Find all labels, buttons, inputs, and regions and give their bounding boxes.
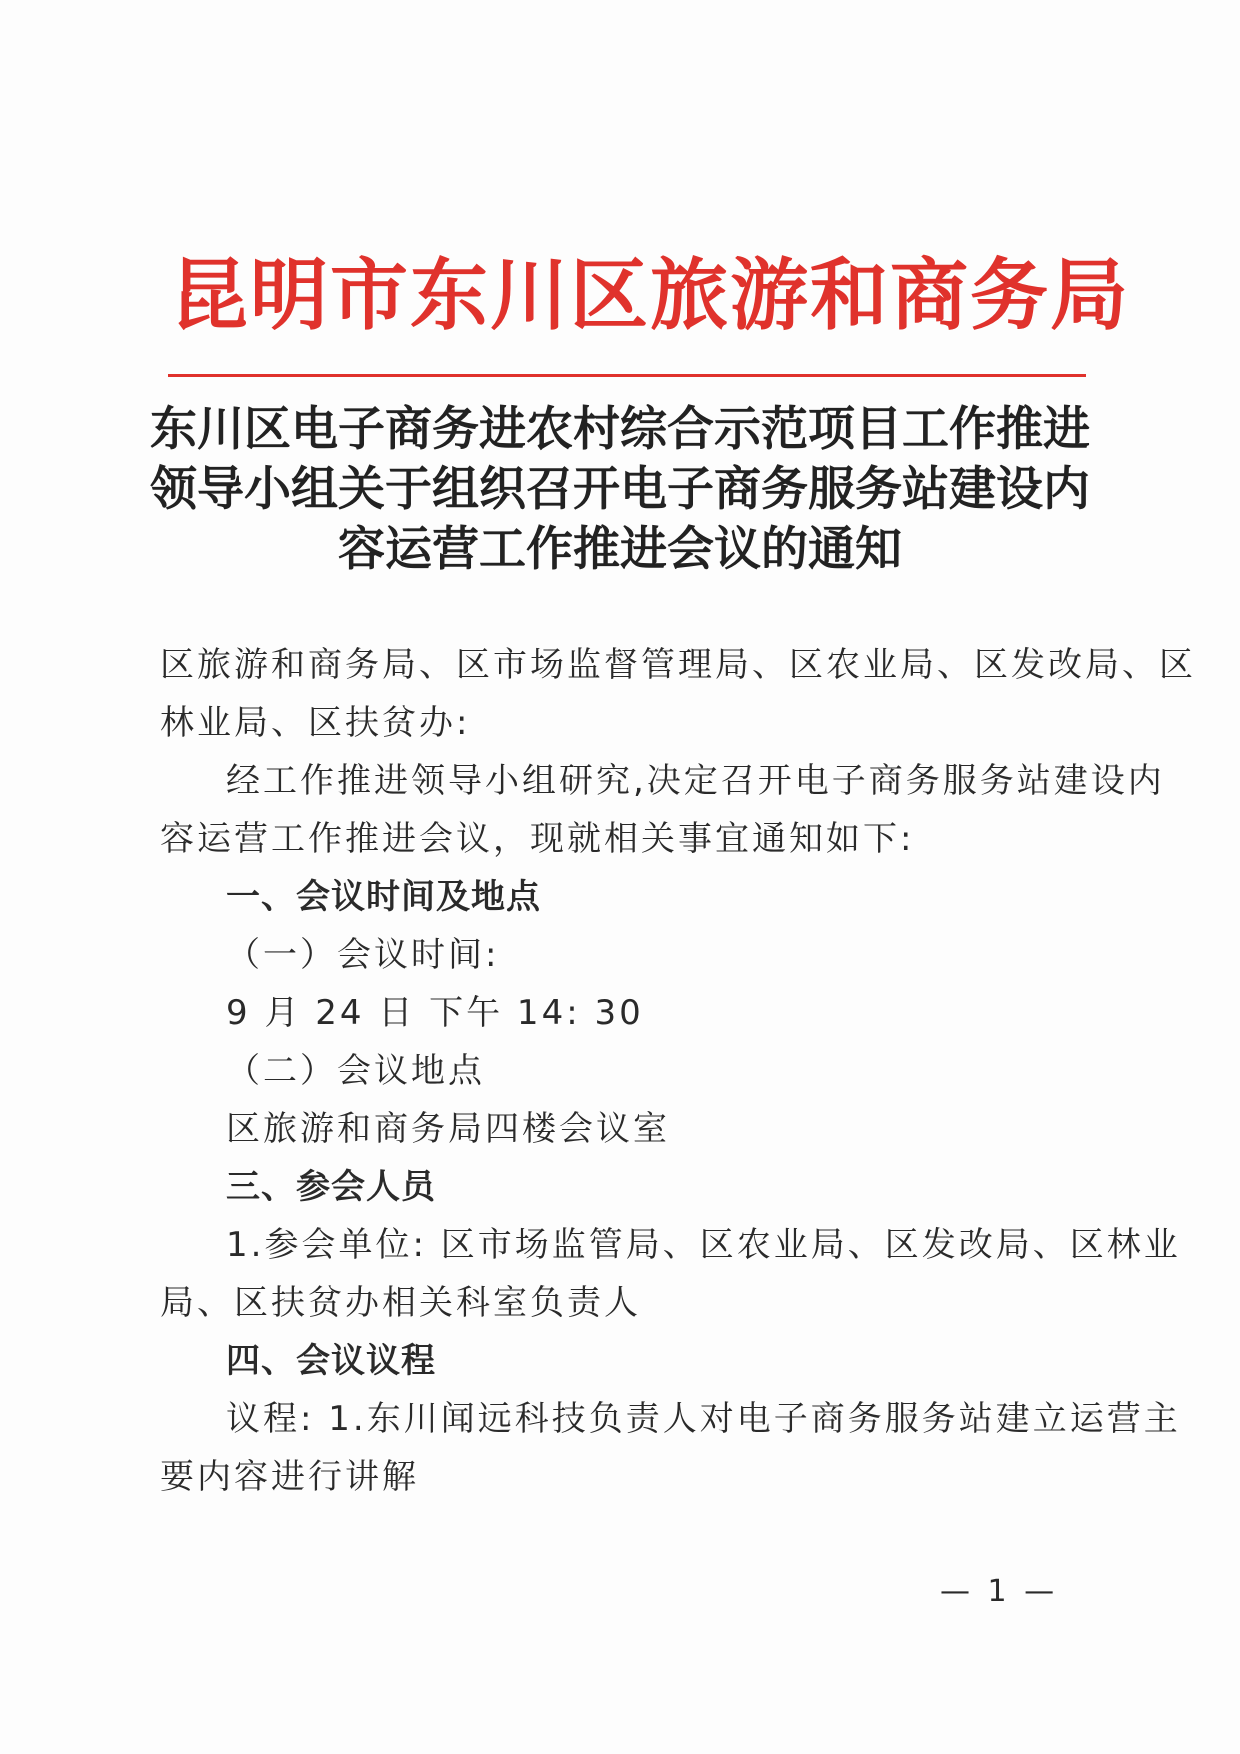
page-number: — 1 — <box>940 1574 1059 1609</box>
title-line-2: 领导小组关于组织召开电子商务服务站建设内 <box>150 462 1090 517</box>
recipients-line-2: 林业局、区扶贫办: <box>160 703 471 743</box>
attendees-line-1: 1.参会单位: 区市场监管局、区农业局、区发改局、区林业 <box>226 1225 1181 1265</box>
title-line-3: 容运营工作推进会议的通知 <box>338 522 902 577</box>
meeting-time-value: 9 月 24 日 下午 14: 30 <box>226 993 644 1033</box>
agenda-line-2: 要内容进行讲解 <box>160 1457 419 1497</box>
red-divider-line <box>168 374 1086 377</box>
section-3-heading: 三、参会人员 <box>226 1167 436 1207</box>
meeting-place-value: 区旅游和商务局四楼会议室 <box>226 1109 670 1149</box>
section-1-heading: 一、会议时间及地点 <box>226 877 541 917</box>
intro-line-1: 经工作推进领导小组研究,决定召开电子商务服务站建设内 <box>226 761 1165 801</box>
masthead-title: 昆明市东川区旅游和商务局 <box>170 250 1131 341</box>
attendees-line-2: 局、区扶贫办相关科室负责人 <box>160 1283 641 1323</box>
title-line-1: 东川区电子商务进农村综合示范项目工作推进 <box>150 402 1090 457</box>
recipients-line-1: 区旅游和商务局、区市场监督管理局、区农业局、区发改局、区 <box>160 645 1196 685</box>
notice-title <box>150 400 1090 580</box>
section-4-heading: 四、会议议程 <box>226 1341 436 1381</box>
meeting-time-label: （一）会议时间: <box>226 935 500 975</box>
meeting-place-label: （二）会议地点 <box>226 1051 485 1091</box>
intro-line-2: 容运营工作推进会议，现就相关事宜通知如下: <box>160 819 915 859</box>
agenda-line-1: 议程: 1.东川闻远科技负责人对电子商务服务站建立运营主 <box>226 1399 1181 1439</box>
